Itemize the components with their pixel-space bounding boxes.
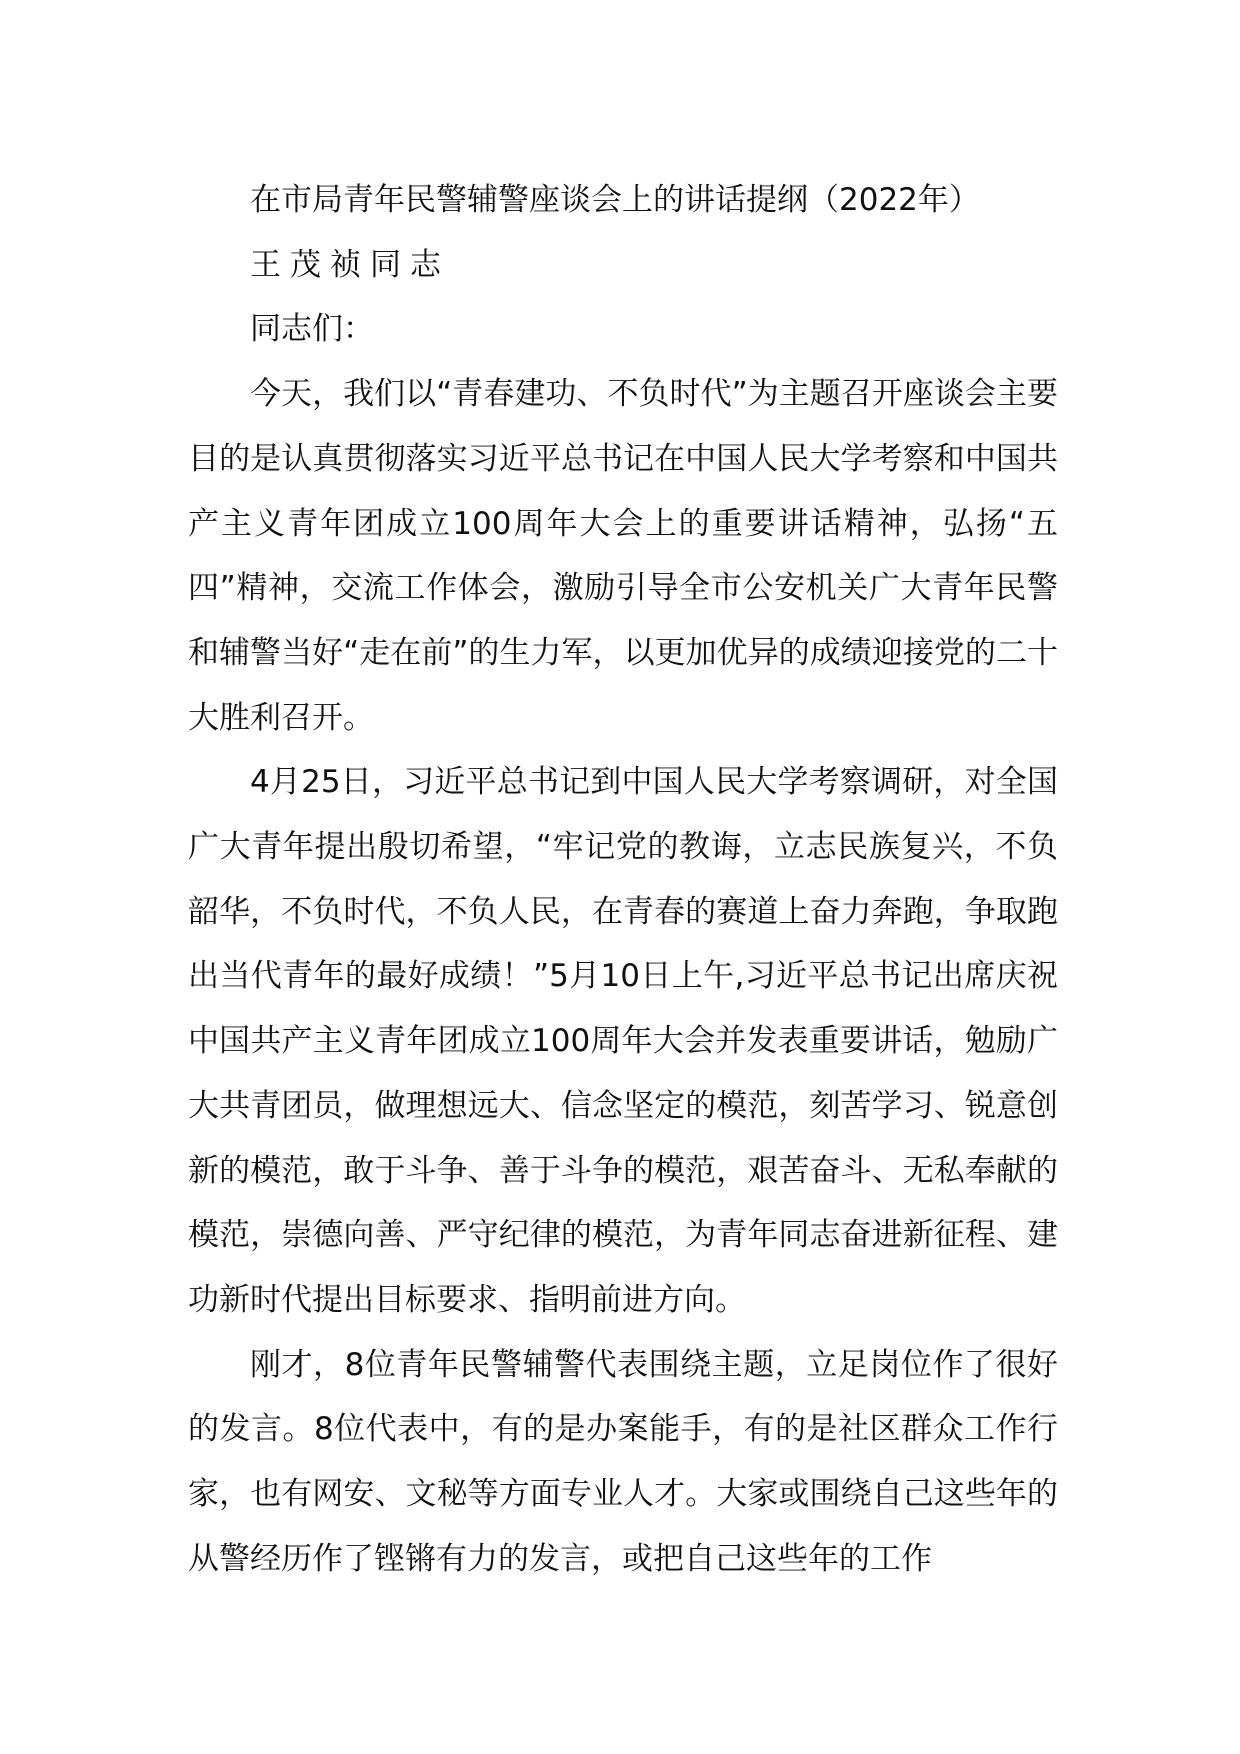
paragraph-2: 4月25日，习近平总书记到中国人民大学考察调研，对全国广大青年提出殷切希望，“牢记党的教诲，立志民族复兴，不负韶华，不负时代，不负人民，在青春的赛道上奋力奔跑，争取跑出当代青年的最好成绩！”5月10日上午,习近平总书记出席庆祝中国共产主义青年团成立100周年大会并发表重要讲话，勉励广大共青团员，做理想远大、信念坚定的模范，刻苦学习、锐意创新的模范，敢于斗争、善于斗争的模范，艰苦奋斗、无私奉献的模范，崇德向善、严守纪律的模范，为青年同志奋进新征程、建功新时代提出目标要求、指明前进方向。 [188, 764, 1058, 1318]
paragraph-1: 今天，我们以“青春建功、不负时代”为主题召开座谈会主要目的是认真贯彻落实习近平总书记在中国人民大学考察和中国共产主义青年团成立100周年大会上的重要讲话精神，弘扬“五四”精神，交流工作体会，激励引导全市公安机关广大青年民警和辅警当好“走在前”的生力军，以更加优异的成绩迎接党的二十大胜利召开。 [188, 376, 1058, 736]
document-body [188, 168, 1058, 1591]
salutation: 同志们： [250, 311, 374, 348]
document-author: 王茂祯同志 [250, 246, 450, 283]
document-title: 在市局青年民警辅警座谈会上的讲话提纲（2022年） [250, 182, 980, 218]
paragraph-3: 刚才，8位青年民警辅警代表围绕主题，立足岗位作了很好的发言。8位代表中，有的是办案能手，有的是社区群众工作行家，也有网安、文秘等方面专业人才。大家或围绕自己这些年的从警经历作了铿锵有力的发言，或把自己这些年的工作 [188, 1346, 1058, 1577]
